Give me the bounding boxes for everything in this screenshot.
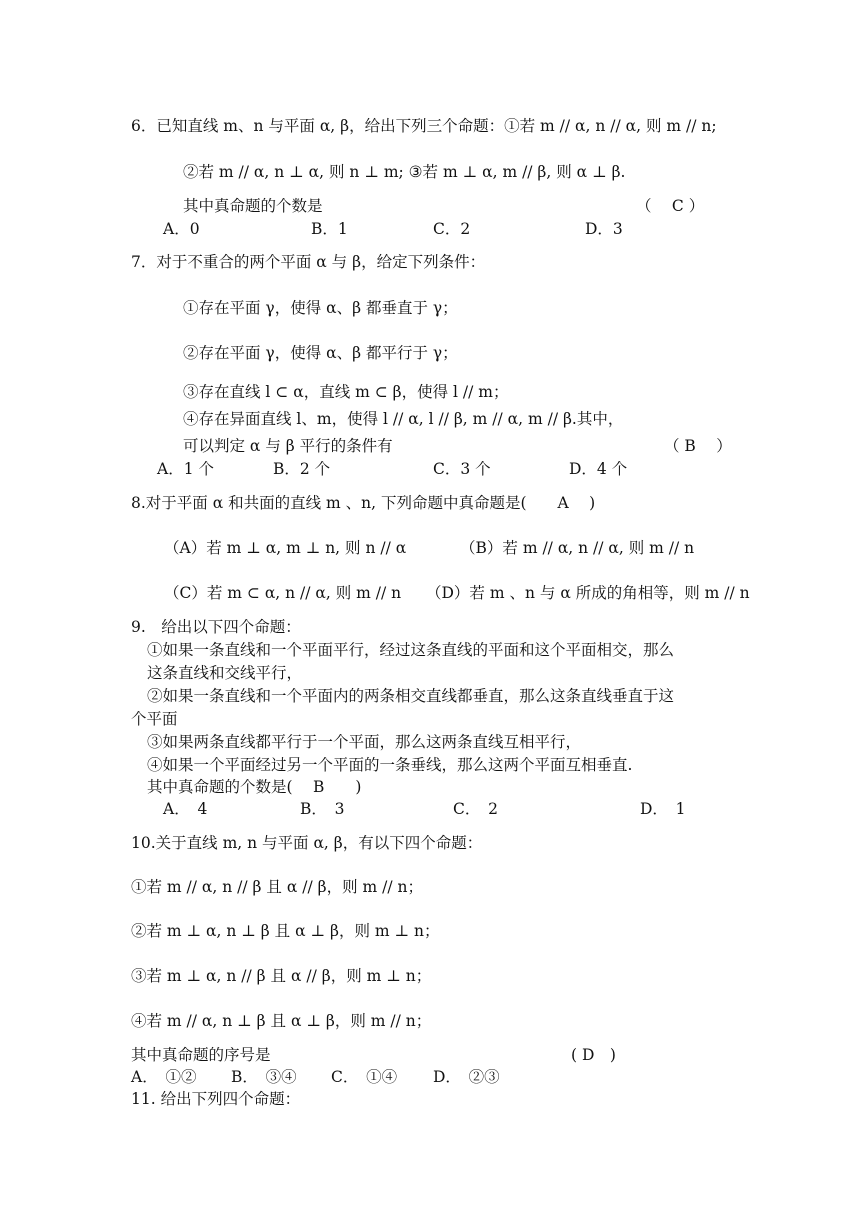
q6-line2: ②若 m // α, n ⊥ α, 则 n ⊥ m; ③若 m ⊥ α, m // β, 则 α ⊥ β. [183, 163, 626, 181]
q6-option-c: C．2 [433, 220, 471, 238]
q7-answer: （ B ） [664, 437, 732, 455]
q8-option-a: （A）若 m ⊥ α, m ⊥ n, 则 n // α [164, 539, 407, 557]
q9-line1: 9. 给出以下四个命题： [131, 618, 301, 636]
q7-option-b: B．2 个 [273, 460, 331, 478]
q9-proposition-2b: 个平面 [131, 710, 178, 728]
q9-option-a: A． 4 [163, 800, 208, 818]
q10-stem: 其中真命题的序号是 [131, 1046, 271, 1064]
q9-option-b: B． 3 [300, 800, 345, 818]
q9-proposition-4: ④如果一个平面经过另一个平面的一条垂线，那么这两个平面互相垂直. [147, 756, 633, 774]
q10-option-c: C． ①④ [331, 1068, 398, 1086]
q6-answer: （ C ） [636, 197, 705, 215]
q10-option-a: A． ①② [131, 1068, 197, 1086]
q9-option-d: D． 1 [640, 800, 686, 818]
q9-stem: 其中真命题的个数是( B ) [147, 778, 362, 796]
q9-option-c: C． 2 [453, 800, 498, 818]
q7-option-c: C．3 个 [433, 460, 491, 478]
q6-line1: 6．已知直线 m、n 与平面 α, β，给出下列三个命题：①若 m // α, n // α, 则 m // n; [131, 117, 717, 135]
q10-answer: ( D ) [571, 1046, 616, 1064]
q7-condition-4: ④存在异面直线 l、m，使得 l // α, l // β, m // α, m // β.其中， [183, 410, 624, 428]
q7-condition-2: ②存在平面 γ，使得 α、β 都平行于 γ； [183, 344, 458, 362]
q8-option-d: （D）若 m 、n 与 α 所成的角相等，则 m // n [426, 584, 750, 602]
q9-proposition-3: ③如果两条直线都平行于一个平面，那么这两条直线互相平行， [147, 733, 582, 751]
q11-line1: 11. 给出下列四个命题： [131, 1090, 301, 1108]
q10-line1: 10.关于直线 m, n 与平面 α, β，有以下四个命题： [131, 834, 483, 852]
q6-option-b: B．1 [311, 220, 348, 238]
q9-proposition-1a: ①如果一条直线和一个平面平行，经过这条直线的平面和这个平面相交，那么 [147, 641, 675, 659]
q9-proposition-2a: ②如果一条直线和一个平面内的两条相交直线都垂直，那么这条直线垂直于这 [147, 687, 675, 705]
q7-stem: 可以判定 α 与 β 平行的条件有 [183, 437, 393, 455]
q8-line1: 8.对于平面 α 和共面的直线 m 、n, 下列命题中真命题是( A ) [131, 494, 596, 512]
q7-condition-1: ①存在平面 γ，使得 α、β 都垂直于 γ； [183, 299, 458, 317]
q10-proposition-2: ②若 m ⊥ α, n ⊥ β 且 α ⊥ β，则 m ⊥ n； [131, 922, 440, 940]
q8-option-b: （B）若 m // α, n // α, 则 m // n [460, 539, 695, 557]
q7-line1: 7．对于不重合的两个平面 α 与 β，给定下列条件： [131, 253, 486, 271]
q6-stem: 其中真命题的个数是 [183, 197, 323, 215]
q6-option-d: D．3 [585, 220, 623, 238]
q10-proposition-4: ④若 m // α, n ⊥ β 且 α ⊥ β，则 m // n； [131, 1012, 432, 1030]
q10-option-b: B． ③④ [231, 1068, 297, 1086]
q9-proposition-1b: 这条直线和交线平行， [147, 664, 303, 682]
q7-option-d: D．4 个 [569, 460, 628, 478]
q7-condition-3: ③存在直线 l ⊂ α，直线 m ⊂ β，使得 l // m； [183, 383, 509, 401]
q8-option-c: （C）若 m ⊂ α, n // α, 则 m // n [164, 584, 402, 602]
q7-option-a: A．1 个 [157, 460, 214, 478]
q6-option-a: A．0 [163, 220, 200, 238]
q10-proposition-3: ③若 m ⊥ α, n // β 且 α // β，则 m ⊥ n； [131, 967, 432, 985]
q10-proposition-1: ①若 m // α, n // β 且 α // β，则 m // n； [131, 878, 423, 896]
q10-option-d: D． ②③ [433, 1068, 500, 1086]
